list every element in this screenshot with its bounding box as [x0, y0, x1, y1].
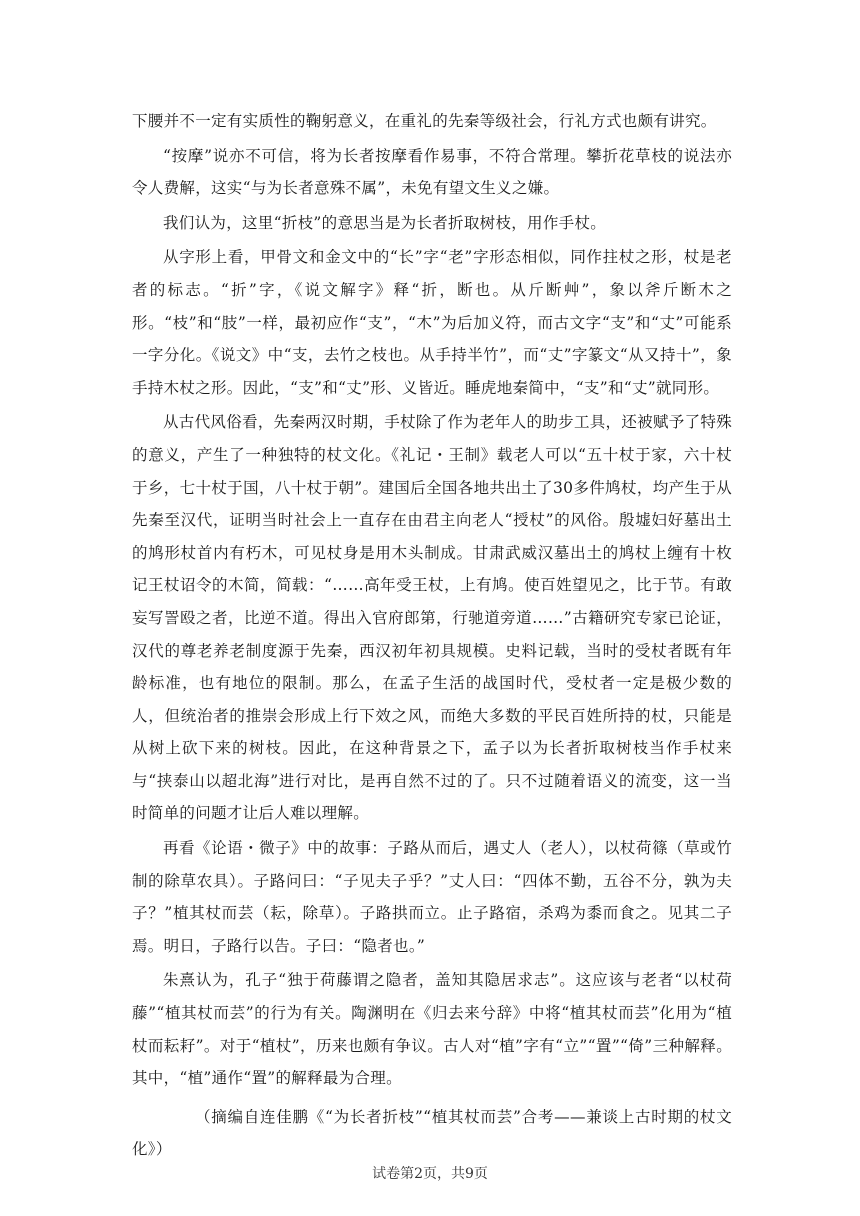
paragraph-continued: 下腰并不一定有实质性的鞠躬意义，在重礼的先秦等级社会，行礼方式也颇有讲究。: [132, 112, 717, 130]
paragraph-glyph-analysis: 从字形上看，甲骨文和金文中的“长”字“老”字形态相似，同作拄杖之形，杖是老者的标志。“折”字，《说文解字》释“折，断也。从斤断艸”，象以斧斤断木之形。“枝”和“肢”一样，最初应作“支”，“木”为后加义符，而古文字“支”和“丈”可能系一字分化。《说文》中“支，去竹之枝也。从手持半竹”，而“丈”字篆文“从又持十”，象手持木杖之形。因此，“支”和“丈”形、义皆近。睡虎地秦简中，“支”和“丈”就同形。: [132, 248, 732, 397]
paragraph-analects-story: 再看《论语・微子》中的故事：子路从而后，遇丈人（老人），以杖荷篠（草或竹制的除草农具）。子路问曰：“子见夫子乎？”丈人曰：“四体不勤，五谷不分，孰为夫子？”植其杖而芸（耘，除草）。子路拱而立。止子路宿，杀鸡为黍而食之。见其二子焉。明日，子路行以告。子曰：“隐者也。”: [132, 839, 732, 955]
page-footer: 试卷第2页，共9页: [372, 1166, 488, 1182]
article-body: [132, 105, 732, 1166]
paragraph-massage-theory: “按摩”说亦不可信，将为长者按摩看作易事，不符合常理。攀折花草枝的说法亦令人费解，这实“与为长者意殊不属”，未免有望文生义之嫌。: [132, 146, 732, 198]
source-citation: （摘编自连佳鹏《“为长者折枝”“植其杖而芸”合考——兼谈上古时期的杖文化》）: [132, 1107, 732, 1159]
paragraph-custom-analysis: 从古代风俗看，先秦两汉时期，手杖除了作为老年人的助步工具，还被赋予了特殊的意义，产生了一种独特的杖文化。《礼记・王制》载老人可以“五十杖于家，六十杖于乡，七十杖于国，八十杖于朝”。建国后全国各地共出土了30多件鸠杖，均产生于从先秦至汉代，证明当时社会上一直存在由君主向老人“授杖”的风俗。殷墟妇好墓出土的鸠形杖首内有朽木，可见杖身是用木头制成。甘肃武威汉墓出土的鸠杖上缠有十枚记王杖诏令的木简，简载：“……高年受王杖，上有鸠。使百姓望见之，比于节。有敢妄写詈殴之者，比逆不道。得出入官府郎第，行驰道旁道……”古籍研究专家已论证，汉代的尊老养老制度源于先秦，西汉初年初具规模。史料记载，当时的受杖者既有年龄标准，也有地位的限制。那么，在孟子生活的战国时代，受杖者一定是极少数的人，但统治者的推崇会形成上行下效之风，而绝大多数的平民百姓所持的杖，只能是从树上砍下来的树枝。因此，在这种背景之下，孟子以为长者折取树枝当作手杖来与“挟泰山以超北海”进行对比，是再自然不过的了。只不过随着语义的流变，这一当时简单的问题才让后人难以理解。: [132, 413, 732, 823]
paragraph-thesis: 我们认为，这里“折枝”的意思当是为长者折取树枝，用作手杖。: [163, 213, 607, 232]
paragraph-zhuxi-view: 朱熹认为，孔子“独于荷藤谓之隐者，盖知其隐居求志”。这应该与老者“以杖荷藤”“植其杖而芸”的行为有关。陶渊明在《归去来兮辞》中将“植其杖而芸”化用为“植杖而耘耔”。对于“植杖”，历来也颇有争议。古人对“植”字有“立”“置”“倚”三种解释。其中，“植”通作“置”的解释最为合理。: [132, 971, 732, 1088]
